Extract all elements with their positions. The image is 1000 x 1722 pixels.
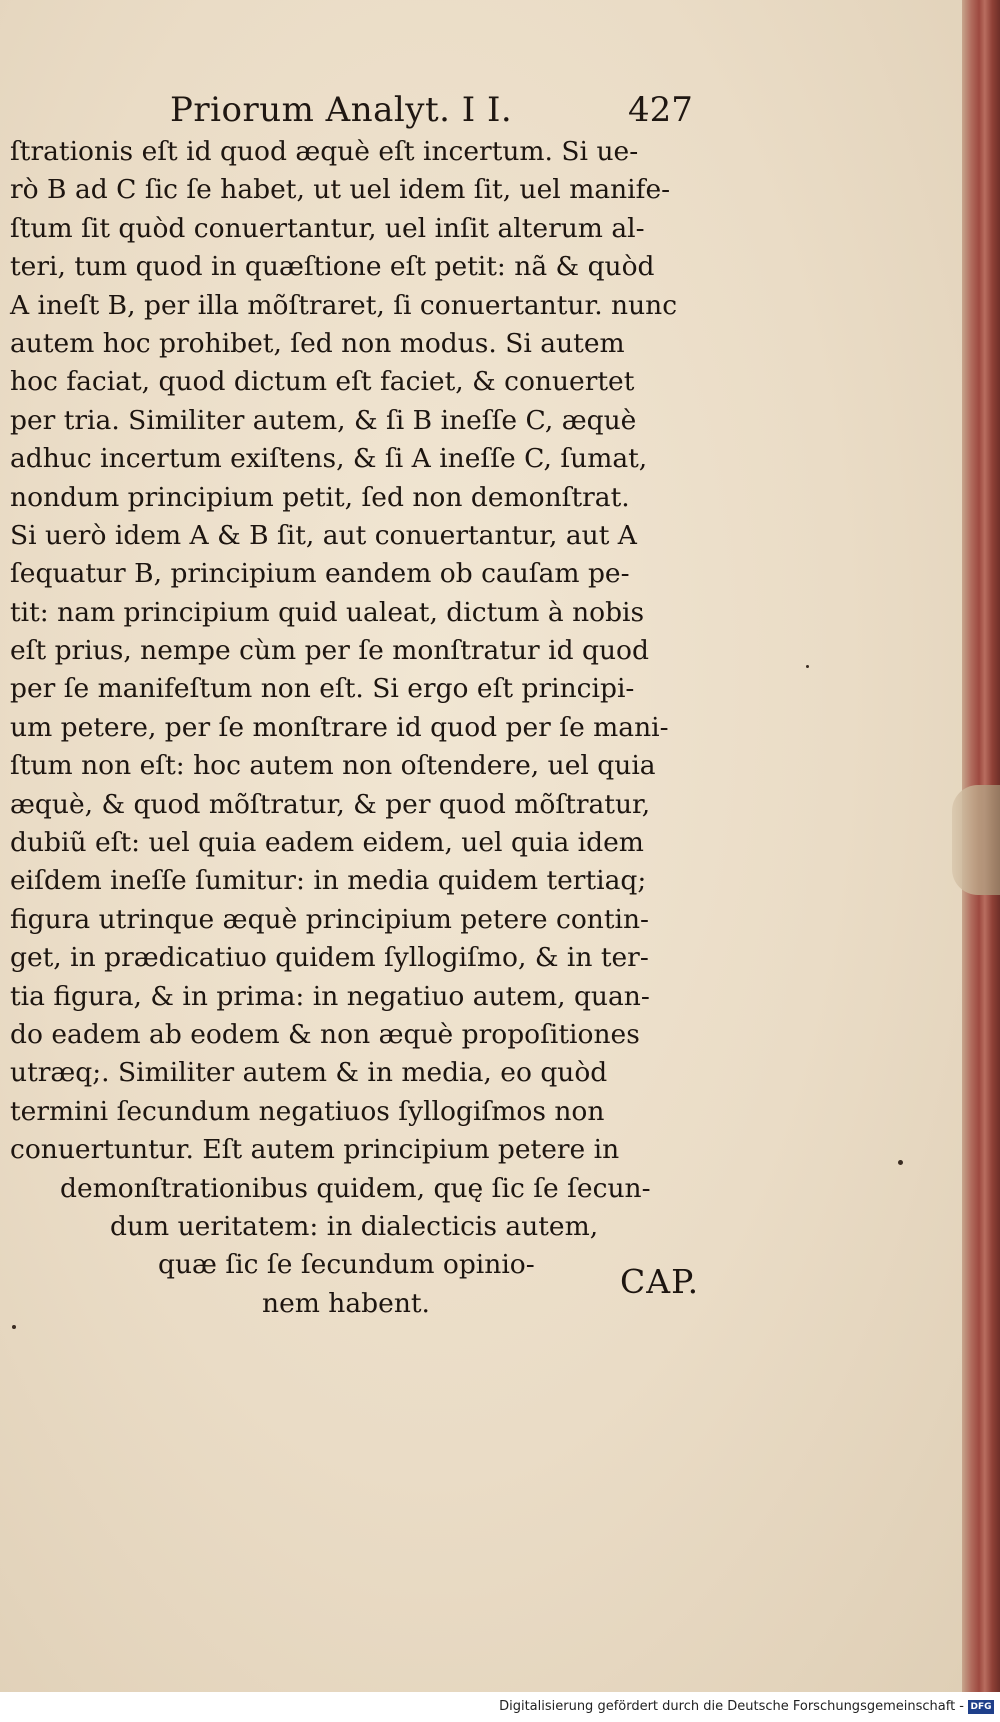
text-line: per ſe manifeſtum non eſt. Si ergo eſt principi-: [10, 673, 635, 705]
text-line: do eadem ab eodem & non æquè propoſitiones: [10, 1018, 640, 1050]
catchword: CAP.: [620, 1262, 700, 1301]
text-line: autem hoc prohibet, ſed non modus. Si autem: [10, 327, 625, 359]
text-line: teri, tum quod in quæſtione eſt petit: nã & quòd: [10, 251, 655, 283]
text-line: Si uerò idem A & B ſit, aut conuertantur, aut A: [10, 519, 637, 551]
text-line: figura utrinque æquè principium petere contin-: [10, 903, 650, 935]
text-line: ſtrationis eſt id quod æquè eſt incertum. Si ue-: [10, 136, 639, 167]
text-line: ſtum non eſt: hoc autem non oſtendere, uel quia: [10, 750, 656, 782]
page-number: 427: [628, 90, 693, 130]
text-line: eiſdem ineſſe ſumitur: in media quidem tertiaq;: [10, 865, 647, 897]
text-line: rò B ad C ſic ſe habet, ut uel idem ſit, uel manife-: [10, 174, 671, 206]
text-line: ſequatur B, principium eandem ob cauſam pe-: [10, 558, 630, 590]
text-line: æquè, & quod mõſtratur, & per quod mõſtratur,: [10, 788, 651, 820]
paper-speck: [12, 1325, 16, 1329]
text-line: nem habent.: [262, 1287, 430, 1319]
paper-speck: [898, 1160, 903, 1165]
text-line: tia figura, & in prima: in negatiuo autem, quan-: [10, 980, 650, 1012]
text-line: utræq;. Similiter autem & in media, eo quòd: [10, 1057, 608, 1089]
text-line: demonſtrationibus quidem, quę ſic ſe ſecun-: [60, 1172, 651, 1204]
book-clasp: [952, 785, 1000, 895]
digitization-footer: [0, 1692, 1000, 1722]
text-line: nondum principium petit, ſed non demonſtrat.: [10, 481, 630, 513]
text-line: ſtum ſit quòd conuertantur, uel inſit alterum al-: [10, 212, 645, 244]
funding-note: Digitalisierung gefördert durch die Deutsche Forschungsgemeinschaft -: [499, 1699, 964, 1714]
text-line: tit: nam principium quid ualeat, dictum à nobis: [10, 596, 645, 628]
text-line: eſt prius, nempe cùm per ſe monſtratur id quod: [10, 635, 649, 667]
text-line: dubiũ eſt: uel quia eadem eidem, uel quia idem: [10, 827, 644, 859]
text-line: quæ ſic ſe ſecundum opinio-: [158, 1249, 535, 1281]
text-line: adhuc incertum exiſtens, & ſi A ineſſe C, ſumat,: [10, 443, 648, 475]
body-text: [10, 133, 715, 1323]
text-line: conuertuntur. Eſt autem principium petere in: [10, 1134, 620, 1166]
running-title: Priorum Analyt. I I.: [170, 90, 513, 130]
text-line: A ineſt B, per illa mõſtraret, ſi conuertantur. nunc: [10, 289, 678, 321]
text-line: dum ueritatem: in dialecticis autem,: [110, 1210, 599, 1242]
text-line: termini ſecundum negatiuos ſyllogiſmos non: [10, 1095, 605, 1127]
text-line: get, in prædicatiuo quidem ſyllogiſmo, & in ter-: [10, 942, 649, 974]
text-line: per tria. Similiter autem, & ſi B ineſſe C, æquè: [10, 404, 637, 436]
text-line: hoc faciat, quod dictum eſt faciet, & conuertet: [10, 366, 635, 398]
paper-speck: [806, 665, 809, 668]
text-line: um petere, per ſe monſtrare id quod per ſe mani-: [10, 711, 669, 743]
dfg-logo: DFG: [968, 1700, 994, 1714]
